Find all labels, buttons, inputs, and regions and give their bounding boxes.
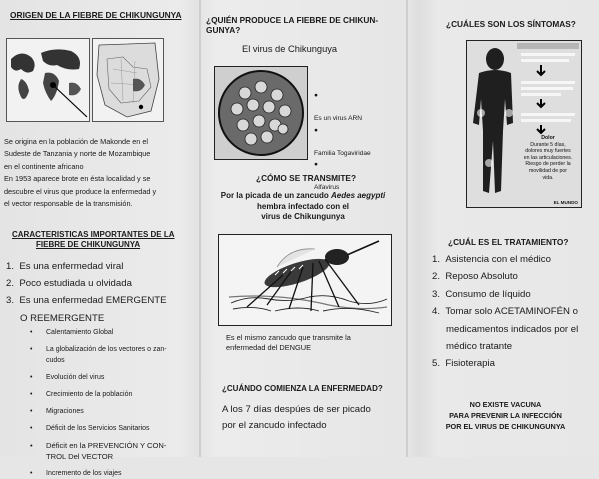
bullet-icon: • bbox=[30, 425, 33, 432]
bullet-icon: ● bbox=[314, 126, 318, 134]
bullet-text: La globalización de los vectores o zan- bbox=[46, 346, 167, 353]
fact-item bbox=[314, 125, 371, 160]
item-number: 2. bbox=[432, 271, 441, 283]
item-text: Asistencia con el médico bbox=[445, 254, 551, 265]
item-text: Es una enfermedad viral bbox=[19, 261, 124, 272]
characteristics-title-2: FIEBRE DE CHIKUNGUNYA bbox=[36, 240, 141, 249]
treatment-item bbox=[432, 251, 599, 268]
pain-note-line: dolores muy fuertes bbox=[525, 148, 571, 155]
bullet-icon: • bbox=[30, 374, 33, 381]
origin-title: ORIGEN DE LA FIEBRE DE CHIKUNGUNYA bbox=[10, 10, 182, 20]
treatment-list bbox=[432, 251, 599, 373]
body-symptoms-figure bbox=[466, 40, 582, 208]
species-name: Aedes aegypti bbox=[331, 191, 386, 200]
virus-micrograph-figure bbox=[214, 66, 308, 160]
bullet-item bbox=[30, 344, 192, 355]
vaccine-line: POR EL VIRUS DE CHIKUNGUNYA bbox=[445, 422, 566, 431]
fact-text: Es un virus ARN bbox=[314, 115, 363, 122]
origin-text bbox=[4, 136, 190, 210]
bullet-item bbox=[30, 468, 192, 479]
transmit-line bbox=[204, 191, 402, 202]
item-number: 1. bbox=[6, 261, 15, 272]
bullet-item bbox=[30, 406, 192, 417]
pain-note-line: vida. bbox=[542, 174, 554, 181]
cause-title-1: ¿QUIÉN PRODUCE LA FIEBRE DE CHIKUN- bbox=[206, 15, 379, 25]
list-item bbox=[6, 275, 196, 292]
list-item bbox=[6, 258, 196, 275]
transmit-text bbox=[204, 191, 402, 223]
bullet-text: Calentamiento Global bbox=[46, 329, 114, 336]
item-text: Es una enfermedad EMERGENTE bbox=[19, 295, 167, 307]
emergent-causes-list bbox=[30, 327, 192, 479]
vaccine-line: PARA PREVENIR LA INFECCIÓN bbox=[449, 411, 562, 420]
origin-line: el vector responsable de la transmisión. bbox=[4, 199, 133, 209]
symptoms-title: ¿CUÁLES SON LOS SÍNTOMAS? bbox=[446, 19, 576, 29]
transmit-line-2: hembra infectado con el bbox=[256, 201, 350, 211]
bullet-icon: • bbox=[30, 470, 33, 477]
bullet-item bbox=[30, 372, 192, 383]
item-continuation: medicamentos indicados por el bbox=[446, 323, 579, 335]
onset-line: por el zancudo infectado bbox=[222, 420, 327, 431]
transmit-text-1: Por la picada de un zancudo bbox=[220, 191, 329, 200]
pain-note-line: en las articulaciones. bbox=[523, 154, 573, 161]
bullet-text: Déficit de los Servicios Sanitarios bbox=[46, 425, 150, 432]
item-number: 2. bbox=[6, 278, 15, 290]
item-number: 1. bbox=[432, 254, 441, 265]
item-number: 3. bbox=[6, 295, 15, 307]
bullet-continuation: TROL Del VECTOR bbox=[46, 452, 114, 461]
fold-line-left bbox=[199, 0, 201, 457]
origin-line: descubre el virus que produce la enfermedad y bbox=[4, 186, 157, 196]
column-origin bbox=[0, 0, 196, 477]
bullet-icon: • bbox=[30, 441, 33, 450]
bullet-icon: • bbox=[30, 408, 33, 415]
origin-line: Se origina en la población de Makonde en el bbox=[4, 137, 149, 146]
treatment-item bbox=[432, 303, 599, 320]
world-map-figure bbox=[6, 38, 90, 122]
column-cause bbox=[204, 0, 402, 457]
item-text: Fisioterapia bbox=[445, 358, 495, 370]
bullet-text: Déficit en la PREVENCIÓN Y CON- bbox=[46, 441, 167, 450]
bullet-continuation: cudos bbox=[46, 357, 65, 364]
pain-note-line: Dolor bbox=[541, 135, 555, 141]
bullet-text: Incremento de los viajes bbox=[46, 470, 122, 477]
treatment-item bbox=[432, 355, 599, 372]
origin-line: En 1953 aparece brote en ésta localidad y se bbox=[4, 174, 151, 184]
origin-line: Sudeste de Tanzania y norte de Mozambique bbox=[4, 149, 151, 159]
mosquito-figure bbox=[218, 234, 392, 326]
vaccine-notice bbox=[412, 399, 599, 432]
africa-map-figure bbox=[92, 38, 164, 122]
virus-heading: El virus de Chikunguya bbox=[242, 44, 338, 54]
bullet-text: Migraciones bbox=[46, 408, 84, 415]
column-symptoms bbox=[412, 0, 599, 457]
pain-note-line: Durante 5 días, bbox=[530, 141, 566, 148]
item-text: Poco estudiada u olvidada bbox=[19, 278, 132, 290]
mosquito-caption bbox=[226, 333, 351, 353]
fold-line-right bbox=[406, 0, 408, 457]
treatment-item bbox=[432, 286, 599, 303]
fact-text: Familia Togaviridae bbox=[314, 149, 371, 157]
bullet-icon: • bbox=[30, 329, 33, 336]
bullet-text: Evolución del virus bbox=[46, 374, 105, 381]
vaccine-line: NO EXISTE VACUNA bbox=[469, 400, 542, 409]
pain-note bbox=[517, 135, 579, 181]
characteristics-title-1: CARACTERISTICAS IMPORTANTES DE LA bbox=[12, 230, 175, 239]
transmit-line-3: virus de Chikungunya bbox=[261, 212, 345, 222]
bullet-item bbox=[30, 389, 192, 400]
bullet-item bbox=[30, 327, 192, 338]
onset-title: ¿CUÁNDO COMIENZA LA ENFERMEDAD? bbox=[222, 384, 383, 393]
caption-line: Es el mismo zancudo que transmite la bbox=[226, 333, 351, 342]
transmit-title: ¿CÓMO SE TRANSMITE? bbox=[256, 173, 357, 183]
origin-line: en el continente africano bbox=[4, 161, 84, 171]
cause-title-2: GUNYA? bbox=[206, 25, 241, 35]
fact-item bbox=[314, 90, 371, 125]
caption-line: enfermedad del DENGUE bbox=[226, 343, 312, 352]
item-continuation: O REEMERGENTE bbox=[20, 312, 105, 324]
bullet-icon: • bbox=[30, 346, 33, 353]
bullet-icon: ● bbox=[314, 92, 318, 99]
characteristics-list bbox=[6, 258, 196, 327]
onset-line: A los 7 días despúes de ser picado bbox=[222, 404, 371, 415]
fact-text: Alfavirus bbox=[314, 184, 340, 191]
item-number: 3. bbox=[432, 288, 441, 300]
treatment-title: ¿CUÁL ES EL TRATAMIENTO? bbox=[448, 237, 569, 247]
bullet-icon: • bbox=[30, 391, 33, 398]
figure-source: EL MUNDO bbox=[553, 200, 578, 205]
item-text: Tomar solo ACETAMINOFÉN o bbox=[445, 306, 578, 318]
list-item bbox=[6, 292, 196, 309]
item-text: Reposo Absoluto bbox=[445, 271, 518, 283]
pain-note-line: movilidad de por bbox=[528, 167, 568, 174]
item-number: 5. bbox=[432, 358, 441, 370]
bullet-item bbox=[30, 440, 192, 451]
bullet-icon: ● bbox=[314, 161, 318, 168]
item-continuation: médico tratante bbox=[446, 341, 513, 353]
treatment-item bbox=[432, 268, 599, 285]
onset-text bbox=[222, 402, 371, 434]
pain-note-line: Riesgo de perder la bbox=[525, 161, 571, 168]
bullet-item bbox=[30, 423, 192, 434]
item-number: 4. bbox=[432, 306, 441, 318]
item-text: Consumo de líquido bbox=[445, 288, 531, 300]
bullet-text: Crecimiento de la población bbox=[46, 391, 133, 398]
